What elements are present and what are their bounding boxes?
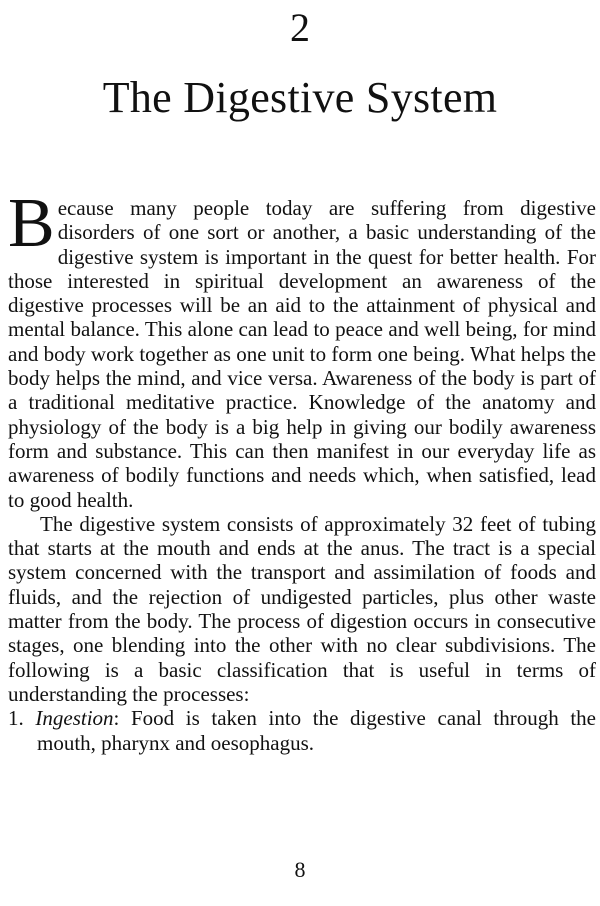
list-item-text: : Food is taken into the digestive canal through the mouth, pharynx and oesophagus. <box>37 706 597 755</box>
chapter-title: The Digestive System <box>102 73 498 122</box>
page-number: 8 <box>294 857 306 882</box>
body-text <box>8 185 597 755</box>
list-item-ingestion <box>8 706 596 755</box>
list-item-number: 1. <box>8 706 24 731</box>
paragraph-1-text: ecause many people today are suffering from digestive disorders of one sort or another, a basic understanding of the digestive system is important in the quest for better health. For those interested in spiritual development an awareness of the digestive processes will be an aid to the attainment of physical and mental balance. This alone can lead to peace and well being, for mind and body work together as one unit to form one being. What helps the body helps the mind, and vice versa. Awareness of the body is part of a traditional meditative practice. Knowledge of the anatomy and physiology of the body is a big help in giving our bodily awareness form and substance. This can then manifest in our everyday life as awareness of bodily functions and needs which, when satisfied, lead to good health. <box>8 196 596 512</box>
paragraph-1 <box>8 185 596 512</box>
drop-cap: B <box>8 185 55 262</box>
paragraph-2: The digestive system consists of approximately 32 feet of tubing that starts at the mouth and ends at the anus. The tract is a special system concerned with the transport and assimilation of foods and fluids, and the rejection of undigested particles, plus other waste matter from the body. The process of digestion occurs in consecutive stages, one blending into the other with no clear subdivisions. The following is a basic classification that is useful in terms of understanding the processes: <box>8 511 596 706</box>
chapter-number: 2 <box>290 5 310 50</box>
list-item-term: Ingestion <box>35 706 114 731</box>
